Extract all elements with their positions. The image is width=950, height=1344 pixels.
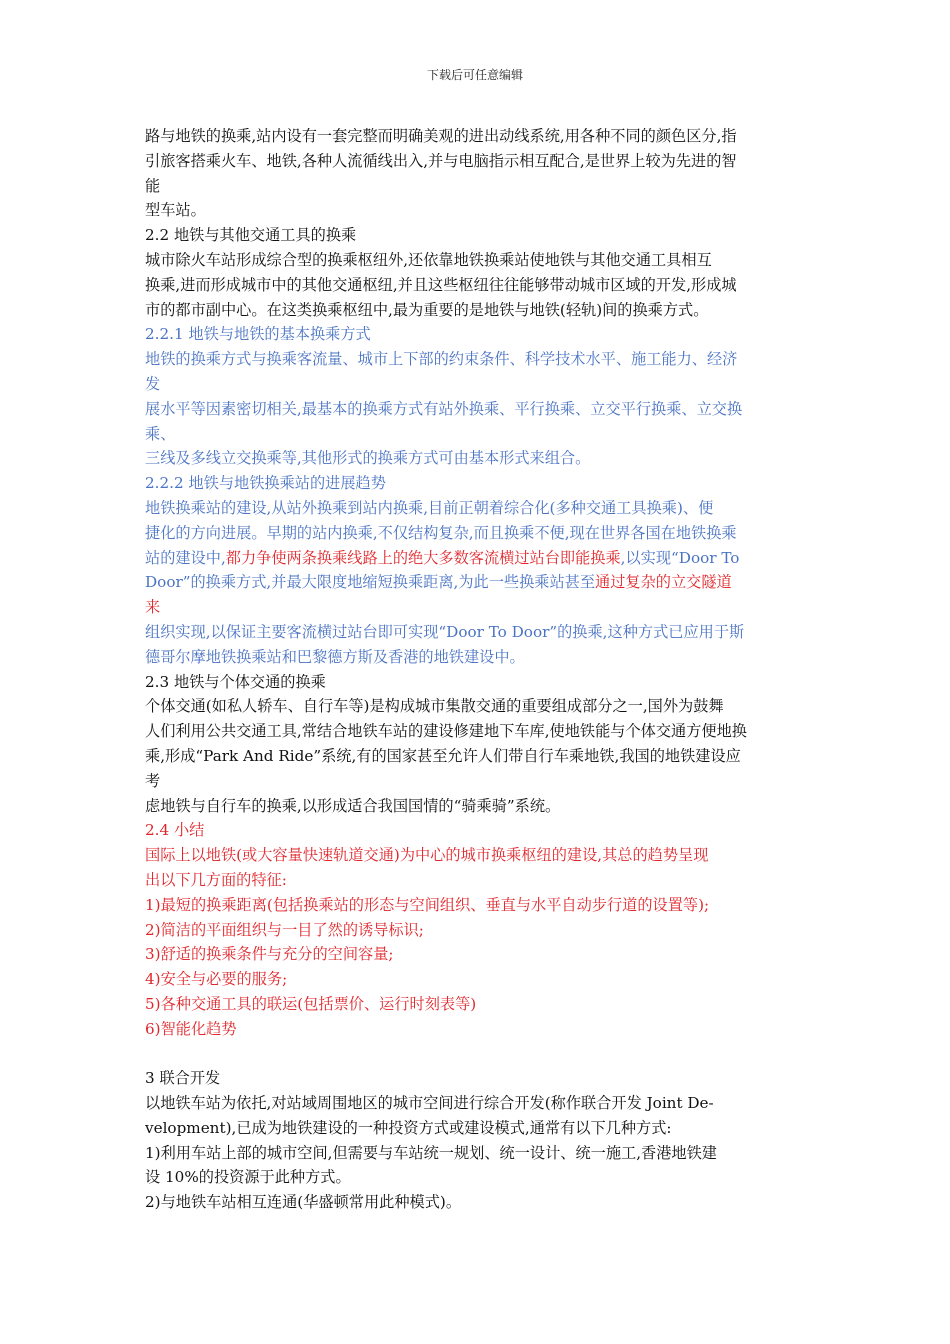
text-segment: 设 10%的投资源于此种方式。	[145, 1168, 351, 1187]
text-segment: 3 联合开发	[145, 1069, 221, 1088]
text-segment: 乘、	[145, 424, 176, 443]
text-segment: 引旅客搭乘火车、地铁,各种人流循线出入,并与电脑指示相互配合,是世界上较为先进的智	[145, 151, 737, 170]
text-segment: 通过复杂的立交隧道	[595, 573, 732, 592]
text-segment: 型车站。	[145, 201, 206, 220]
text-segment: 2.3 地铁与个体交通的换乘	[145, 672, 326, 691]
text-line	[145, 918, 810, 943]
text-line	[145, 645, 810, 670]
text-line	[145, 422, 810, 447]
text-segment: 1)利用车站上部的城市空间,但需要与车站统一规划、统一设计、统一施工,香港地铁建	[145, 1143, 717, 1162]
text-segment: 考	[145, 771, 161, 790]
text-line	[145, 322, 810, 347]
text-line	[145, 794, 810, 819]
text-segment: 捷化的方向进展。早期的站内换乘,不仅结构复杂,而且换乘不便,现在世界各国在地铁换乘	[145, 523, 737, 542]
text-line	[145, 893, 810, 918]
text-line	[145, 719, 810, 744]
text-segment: 1)最短的换乘距离(包括换乘站的形态与空间组织、垂直与水平自动步行道的设置等);	[145, 895, 710, 914]
text-segment: 5)各种交通工具的联运(包括票价、运行时刻表等)	[145, 994, 477, 1013]
text-line	[145, 868, 810, 893]
text-segment: 6)智能化趋势	[145, 1019, 237, 1038]
text-segment: 都力争使两条换乘线路上的绝大多数客流横过站台即能换乘	[225, 548, 621, 567]
text-segment: 2.2.1 地铁与地铁的基本换乘方式	[145, 325, 371, 344]
text-segment: 2.4 小结	[145, 821, 205, 840]
text-line	[145, 1116, 810, 1141]
text-line	[145, 248, 810, 273]
text-line	[145, 595, 810, 620]
text-line	[145, 521, 810, 546]
text-line	[145, 570, 810, 595]
text-line	[145, 1190, 810, 1215]
text-line	[145, 818, 810, 843]
text-line	[145, 694, 810, 719]
text-line	[145, 471, 810, 496]
page-header: 下载后可任意编辑	[426, 68, 523, 82]
text-segment: 人们利用公共交通工具,常结合地铁车站的建设修建地下车库,使地铁能与个体交通方便地换	[145, 722, 747, 741]
text-segment: 展水平等因素密切相关,最基本的换乘方式有站外换乘、平行换乘、立交平行换乘、立交换	[145, 399, 743, 418]
text-segment: 发	[145, 374, 161, 393]
text-segment: Door”的换乘方式,并最大限度地缩短换乘距离,为此一些换乘站甚至	[145, 573, 596, 592]
text-line	[145, 124, 810, 149]
text-segment: 国际上以地铁(或大容量快速轨道交通)为中心的城市换乘枢纽的建设,其总的趋势呈现	[145, 846, 709, 865]
text-segment: 4)安全与必要的服务;	[145, 970, 288, 989]
text-segment: 个体交通(如私人轿车、自行车等)是构成城市集散交通的重要组成部分之一,国外为鼓舞	[145, 697, 724, 716]
text-segment: 2.2 地铁与其他交通工具的换乘	[145, 226, 357, 245]
text-line	[145, 769, 810, 794]
text-line	[145, 992, 810, 1017]
text-line	[145, 942, 810, 967]
text-line	[145, 1017, 810, 1042]
text-line	[145, 397, 810, 422]
text-segment: 2)简洁的平面组织与一目了然的诱导标识;	[145, 920, 424, 939]
text-segment: 乘,形成“Park And Ride”系统,有的国家甚至允许人们带自行车乘地铁,我国的地铁建设应	[145, 746, 741, 765]
text-line	[145, 446, 810, 471]
text-line	[145, 198, 810, 223]
text-segment: velopment),已成为地铁建设的一种投资方式或建设模式,通常有以下几种方式:	[145, 1118, 672, 1137]
text-segment: 德哥尔摩地铁换乘站和巴黎德方斯及香港的地铁建设中。	[145, 647, 525, 666]
text-line	[145, 273, 810, 298]
text-line	[145, 843, 810, 868]
text-segment: 来	[145, 598, 161, 617]
text-segment: 2)与地铁车站相互连通(华盛顿常用此种模式)。	[145, 1193, 462, 1212]
text-segment: 2.2.2 地铁与地铁换乘站的进展趋势	[145, 474, 386, 493]
text-line	[145, 967, 810, 992]
text-line	[145, 1165, 810, 1190]
text-line	[145, 372, 810, 397]
text-segment: ,以实现“Door To	[620, 548, 740, 567]
text-line	[145, 670, 810, 695]
text-segment: 3)舒适的换乘条件与充分的空间容量;	[145, 945, 394, 964]
text-segment: 地铁换乘站的建设,从站外换乘到站内换乘,目前正朝着综合化(多种交通工具换乘)、便	[145, 498, 714, 517]
text-segment: 以地铁车站为依托,对站域周围地区的城市空间进行综合开发(称作联合开发 Joint De-	[145, 1094, 714, 1113]
text-segment: 换乘,进而形成城市中的其他交通枢纽,并且这些枢纽往往能够带动城市区域的开发,形成城	[145, 275, 737, 294]
text-line	[145, 1066, 810, 1091]
text-line	[145, 174, 810, 199]
text-line	[145, 546, 810, 571]
text-line	[145, 149, 810, 174]
text-segment: 地铁的换乘方式与换乘客流量、城市上下部的约束条件、科学技术水平、施工能力、经济	[145, 350, 738, 369]
text-line	[145, 1141, 810, 1166]
text-line	[145, 496, 810, 521]
text-segment: 城市除火车站形成综合型的换乘枢纽外,还依靠地铁换乘站使地铁与其他交通工具相互	[145, 250, 712, 269]
text-line	[145, 1091, 810, 1116]
text-segment: 能	[145, 176, 161, 195]
document-body	[145, 124, 810, 1215]
text-line	[145, 298, 810, 323]
text-line	[145, 347, 810, 372]
text-segment: 站的建设中,	[145, 548, 226, 567]
text-segment: 组织实现,以保证主要客流横过站台即可实现“Door To Door”的换乘,这种方式已应用于斯	[145, 622, 745, 641]
text-line	[145, 620, 810, 645]
text-segment: 路与地铁的换乘,站内设有一套完整而明确美观的进出动线系统,用各种不同的颜色区分,指	[145, 127, 737, 145]
text-line	[145, 744, 810, 769]
blank-line	[145, 1041, 810, 1066]
text-segment: 虑地铁与自行车的换乘,以形成适合我国国情的“骑乘骑”系统。	[145, 796, 561, 815]
text-segment: 出以下几方面的特征:	[145, 870, 287, 889]
text-segment: 市的都市副中心。在这类换乘枢纽中,最为重要的是地铁与地铁(轻轨)间的换乘方式。	[145, 300, 709, 319]
text-line	[145, 223, 810, 248]
text-segment: 三线及多线立交换乘等,其他形式的换乘方式可由基本形式来组合。	[145, 449, 591, 468]
